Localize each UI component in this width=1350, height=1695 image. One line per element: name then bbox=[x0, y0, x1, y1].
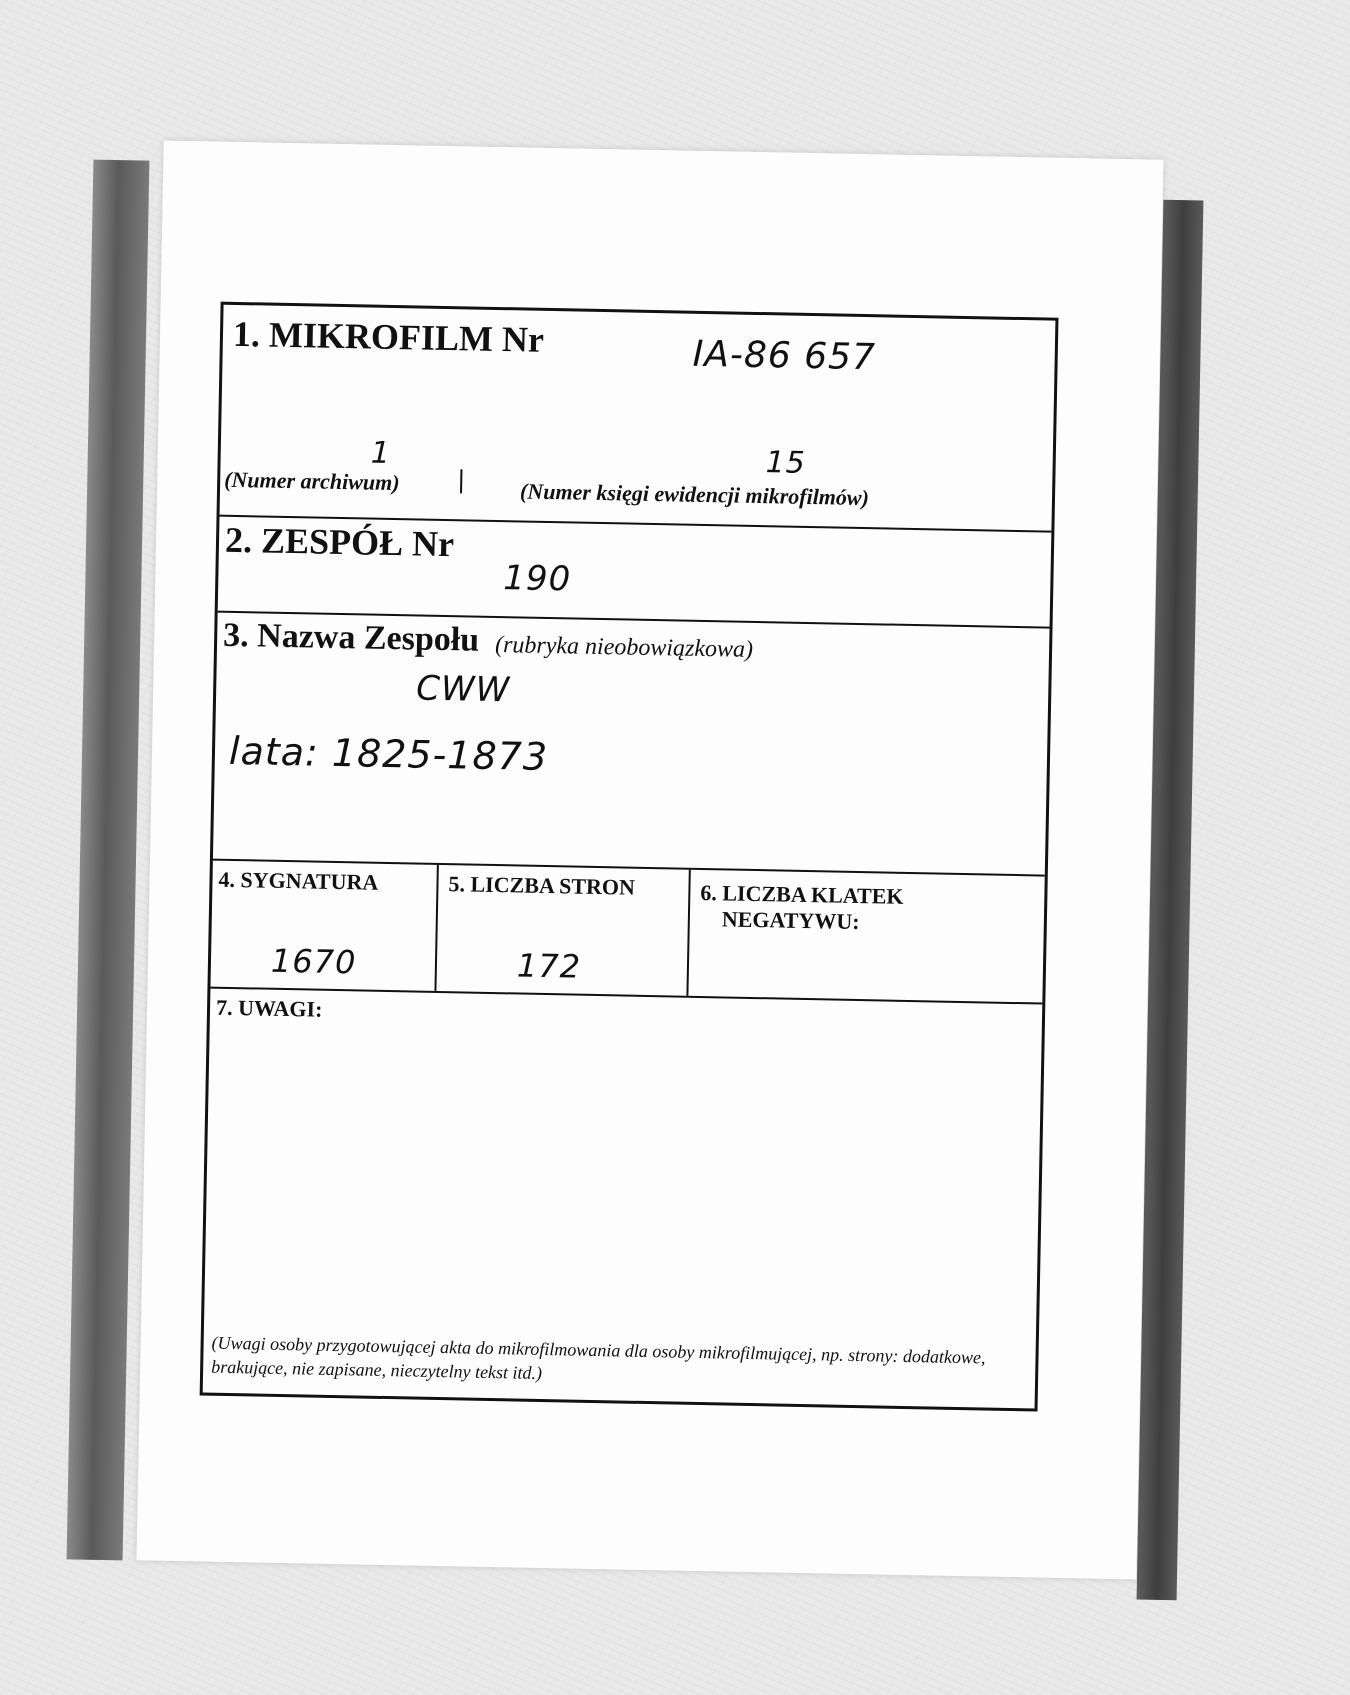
collection-name-label: 3. Nazwa Zespołu bbox=[222, 616, 480, 659]
collection-number-label: 2. ZESPÓŁ Nr bbox=[224, 519, 455, 565]
page-count-value: 172 bbox=[516, 946, 582, 986]
microfilm-label: 1. MIKROFILM Nr bbox=[232, 313, 545, 360]
signature-label: 4. SYGNATURA bbox=[218, 866, 379, 895]
frame-count-label-line1: 6. LICZBA KLATEK bbox=[700, 879, 904, 909]
section-collection-name bbox=[213, 613, 1050, 877]
frame-count-label-line2: NEGATYWU: bbox=[721, 906, 860, 935]
archive-number-value: 1 bbox=[370, 435, 392, 471]
remarks-label: 7. UWAGI: bbox=[215, 994, 323, 1022]
document-page bbox=[136, 141, 1163, 1580]
microfilm-form bbox=[200, 302, 1059, 1412]
divider-mark bbox=[460, 469, 462, 493]
column-frame-count bbox=[688, 870, 1044, 1003]
section-collection-number bbox=[218, 517, 1052, 629]
register-number-label: (Numer księgi ewidencji mikrofilmów) bbox=[519, 478, 870, 511]
collection-years-value: lata: 1825-1873 bbox=[228, 728, 549, 780]
column-page-count bbox=[436, 865, 690, 996]
section-details bbox=[210, 861, 1044, 1005]
microfilm-number-value: IA-86 657 bbox=[692, 333, 877, 379]
register-number-value: 15 bbox=[765, 445, 807, 481]
archive-number-label: (Numer archiwum) bbox=[223, 466, 400, 496]
page-count-label: 5. LICZBA STRON bbox=[448, 871, 636, 900]
remarks-instructions: (Uwagi osoby przygotowującej akta do mikrofilmowania dla osoby mikrofilmującej, np. strony: dodatkowe, brakujące, nie zapisane, nieczytelny tekst itd.) bbox=[211, 1332, 986, 1384]
collection-name-sublabel: (rubryka nieobowiązkowa) bbox=[494, 631, 754, 663]
column-signature bbox=[210, 861, 438, 991]
signature-value: 1670 bbox=[270, 941, 357, 982]
collection-name-value: CWW bbox=[415, 668, 511, 711]
section-microfilm-number bbox=[220, 305, 1056, 533]
collection-number-value: 190 bbox=[503, 558, 572, 600]
section-remarks bbox=[203, 989, 1043, 1409]
